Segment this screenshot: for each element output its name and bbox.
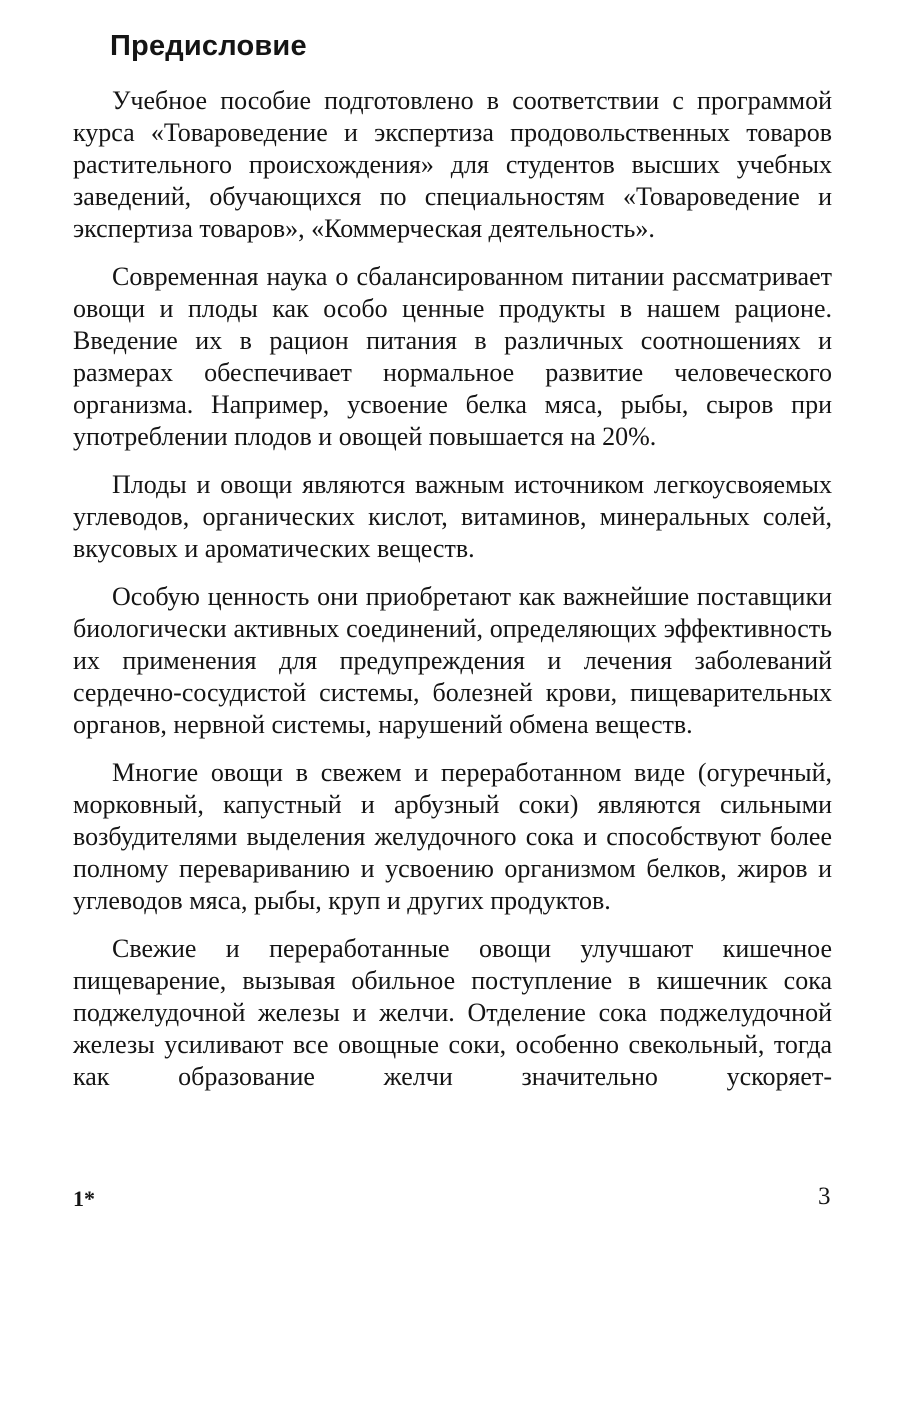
paragraph-5: Многие овощи в свежем и переработанном виде (огуречный, морковный, капустный и арбузный соки) являются сильными возбудителями выделения желудочного сока и способствуют более полному перевариванию и усвоению организмом белков, жиров и углеводов мяса, рыбы, круп и других продуктов. [73,758,832,915]
paragraph-1: Учебное пособие подготовлено в соответствии с программой курса «Товароведение и экспертиза продовольственных товаров растительного происхождения» для студентов высших учебных заведений, обучающихся по специальностям «Товароведение и экспертиза товаров», «Коммерческая деятельность». [73,86,832,243]
page-title: Предисловие [110,30,307,62]
signature-mark: 1* [73,1186,95,1211]
paragraph-4: Особую ценность они приобретают как важнейшие поставщики биологически активных соединений, определяющих эффективность их применения для предупреждения и лечения заболеваний сердечно-сосудистой системы, болезней крови, пищеварительных органов, нервной системы, нарушений обмена веществ. [73,582,832,739]
paragraph-3: Плоды и овощи являются важным источником легкоусвояемых углеводов, органических кислот, витаминов, минеральных солей, вкусовых и ароматических веществ. [73,470,832,563]
paragraph-2: Современная наука о сбалансированном питании рассматривает овощи и плоды как особо ценные продукты в нашем рационе. Введение их в рацион питания в различных соотношениях и размерах обеспечивает нормальное развитие человеческого организма. Например, усвоение белка мяса, рыбы, сыров при употреблении плодов и овощей повышается на 20%. [73,262,832,451]
paragraph-6: Свежие и переработанные овощи улучшают кишечное пищеварение, вызывая обильное поступление в кишечник сока поджелудочной железы и желчи. Отделение сока поджелудочной железы усиливают все овощные соки, особенно свекольный, тогда как образование желчи значительно ускоряет- [73,934,832,1091]
page-number: 3 [818,1183,831,1210]
body-text [73,85,832,1109]
